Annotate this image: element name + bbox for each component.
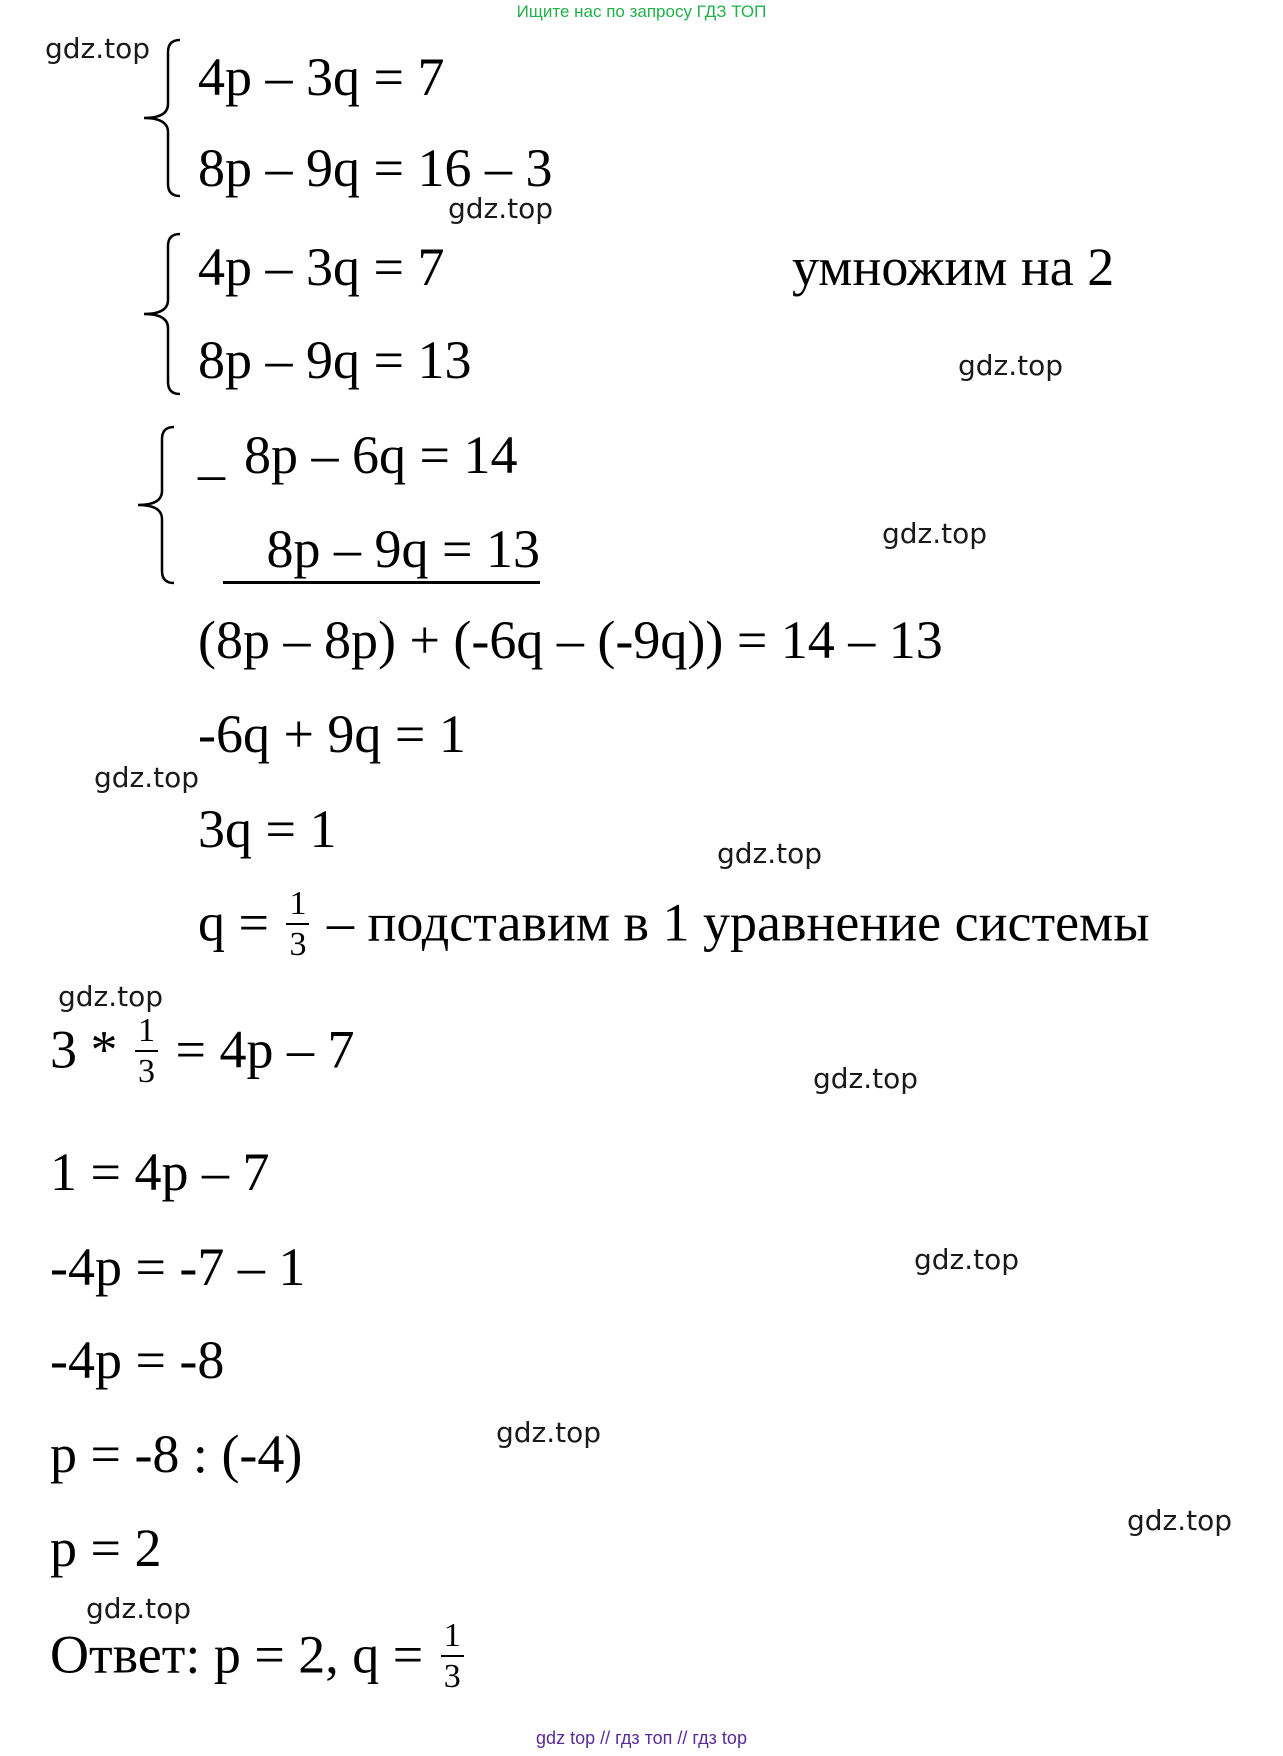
step-q-line xyxy=(198,885,1150,968)
q-prefix: q = xyxy=(198,892,269,953)
step-line2: -6q + 9q = 1 xyxy=(198,704,466,764)
system2-eq2: 8p – 9q = 13 xyxy=(198,330,472,390)
q-fraction xyxy=(286,884,309,964)
brace-icon xyxy=(136,232,186,396)
minus-sign: _ xyxy=(198,425,225,485)
q-suffix: – подставим в 1 уравнение системы xyxy=(326,892,1150,953)
system2-eq1: 4p – 3q = 7 xyxy=(198,237,445,297)
step-line6: -4p = -7 – 1 xyxy=(50,1237,306,1297)
sub-suffix: = 4p – 7 xyxy=(175,1019,355,1080)
system1-eq2: 8p – 9q = 16 – 3 xyxy=(198,138,553,198)
watermark: gdz.top xyxy=(717,837,823,870)
watermark: gdz.top xyxy=(1127,1504,1233,1537)
answer-line xyxy=(50,1617,468,1700)
multiply-note: умножим на 2 xyxy=(792,237,1115,297)
watermark: gdz.top xyxy=(45,32,151,65)
answer-numerator: 1 xyxy=(441,1616,464,1657)
step-line8: p = -8 : (-4) xyxy=(50,1424,303,1484)
system3-eq1: 8p – 6q = 14 xyxy=(244,425,518,485)
sub-denominator: 3 xyxy=(138,1053,155,1091)
system3-eq2: 8p – 9q = 13 xyxy=(223,519,540,584)
q-denominator: 3 xyxy=(289,926,307,964)
system1-eq1: 4p – 3q = 7 xyxy=(198,47,445,107)
system3-eq2-wrap xyxy=(198,519,540,579)
footer-note: gdz top // гдз топ // гдз top xyxy=(536,1728,747,1748)
step-line1: (8p – 8p) + (-6q – (-9q)) = 14 – 13 xyxy=(198,610,943,670)
watermark: gdz.top xyxy=(882,517,988,550)
sub-numerator: 1 xyxy=(135,1011,158,1052)
answer-prefix: Ответ: p = 2, q = xyxy=(50,1624,424,1685)
answer-denominator: 3 xyxy=(443,1658,461,1696)
watermark: gdz.top xyxy=(86,1592,192,1625)
watermark: gdz.top xyxy=(958,349,1064,382)
sub-prefix: 3 * xyxy=(50,1019,118,1080)
watermark: gdz.top xyxy=(914,1243,1020,1276)
q-numerator: 1 xyxy=(286,884,309,925)
header-note: Ищите нас по запросу ГДЗ ТОП xyxy=(516,2,767,21)
brace-icon xyxy=(130,425,180,585)
answer-fraction xyxy=(441,1616,464,1696)
sub-fraction xyxy=(135,1011,158,1091)
step-line5: 1 = 4p – 7 xyxy=(50,1142,270,1202)
step-substitution xyxy=(50,1012,355,1095)
step-line9: p = 2 xyxy=(50,1518,162,1578)
watermark: gdz.top xyxy=(813,1062,919,1095)
watermark: gdz.top xyxy=(58,980,164,1013)
step-line7: -4p = -8 xyxy=(50,1330,225,1390)
brace-icon xyxy=(136,38,186,198)
watermark: gdz.top xyxy=(496,1416,602,1449)
watermark: gdz.top xyxy=(448,192,554,225)
step-line3: 3q = 1 xyxy=(198,799,337,859)
watermark: gdz.top xyxy=(94,761,200,794)
